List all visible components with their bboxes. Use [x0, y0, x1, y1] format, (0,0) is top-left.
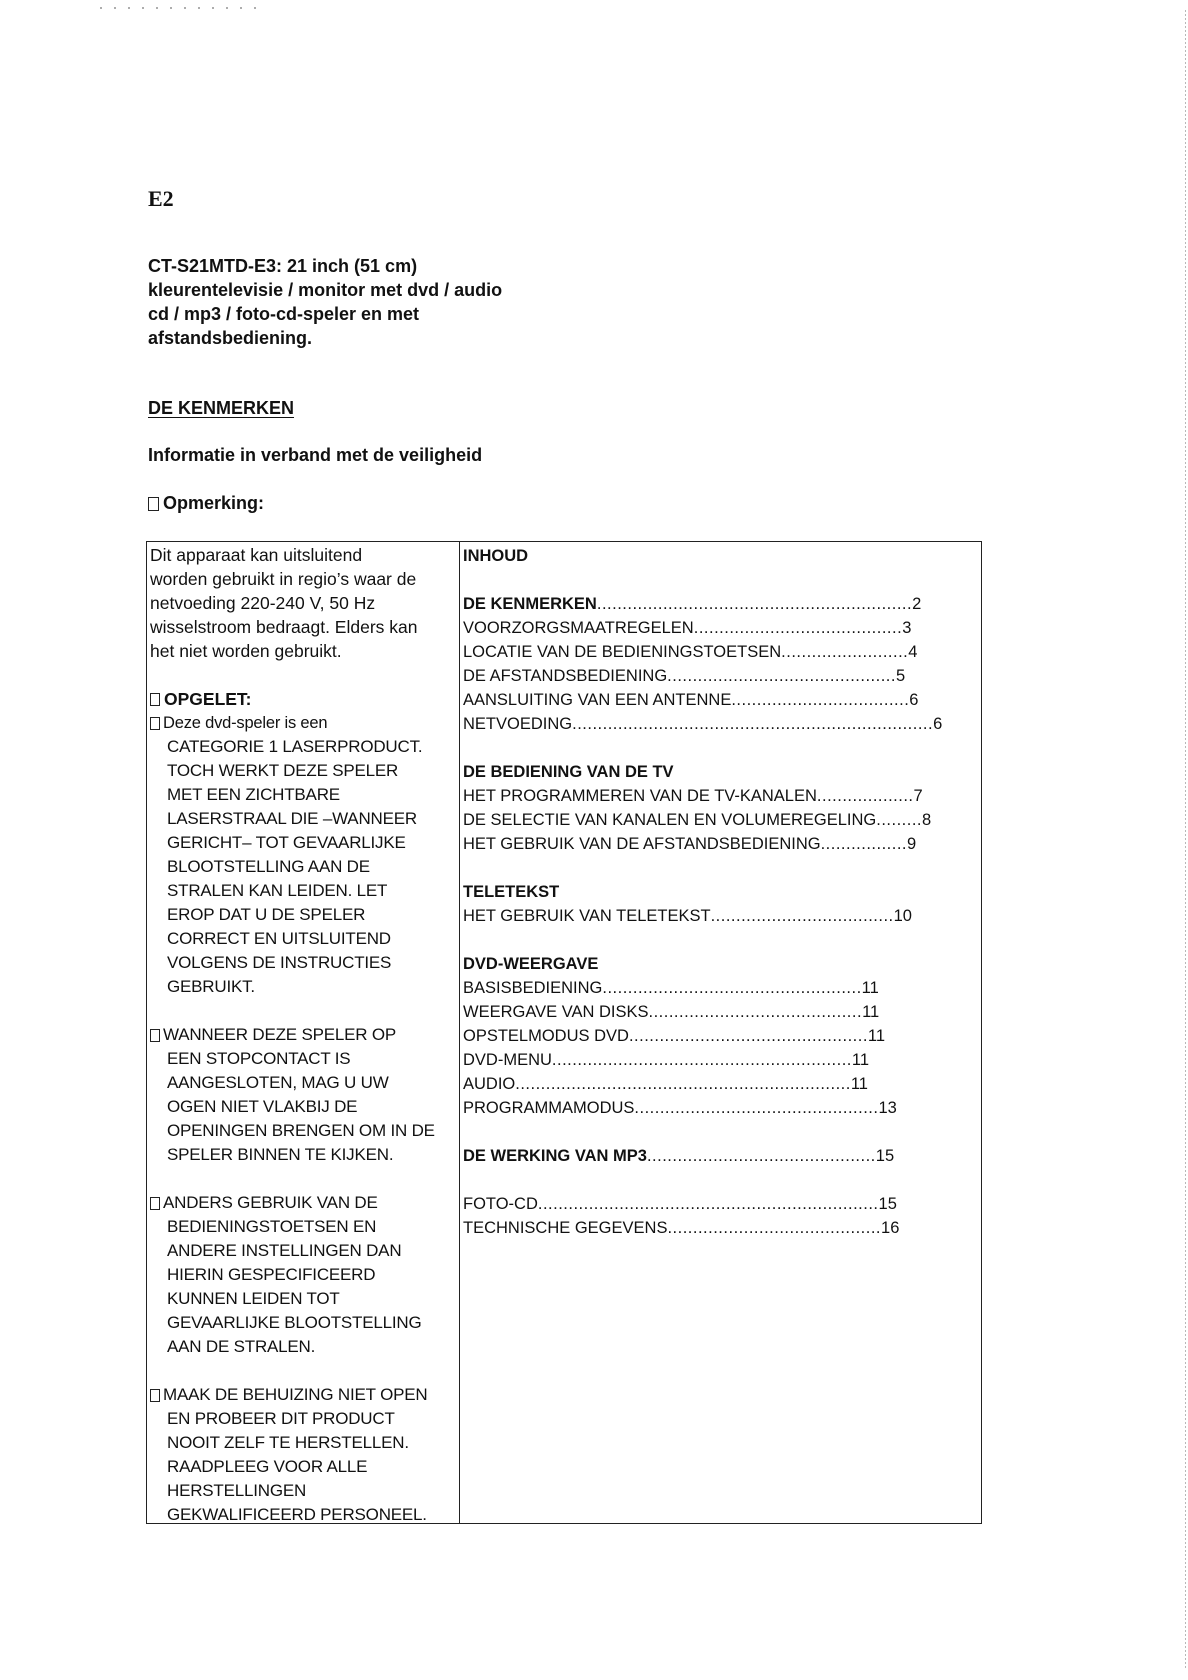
- toc-title: INHOUD: [463, 547, 529, 565]
- intro-line: Dit apparaat kan uitsluitend: [150, 545, 363, 565]
- warning-line: OPENINGEN BRENGEN OM IN DE: [167, 1121, 435, 1140]
- remark-label: [148, 493, 264, 514]
- toc-entry[interactable]: FOTO-CD ................................................................... 15: [463, 1195, 897, 1213]
- scan-artifact-top: [100, 7, 260, 9]
- warning-line: SPELER BINNEN TE KIJKEN.: [167, 1145, 394, 1164]
- toc-entry[interactable]: DE AFSTANDSBEDIENING ............................................. 5: [463, 667, 906, 685]
- toc-entry[interactable]: BASISBEDIENING ................................................... 11: [463, 979, 879, 997]
- warning-line: NOOIT ZELF TE HERSTELLEN.: [167, 1433, 409, 1452]
- intro-line: het niet worden gebruikt.: [150, 641, 342, 661]
- warning-line: RAADPLEEG VOOR ALLE: [167, 1457, 368, 1476]
- warning-line: BEDIENINGSTOETSEN EN: [167, 1217, 377, 1236]
- toc-entry[interactable]: HET GEBRUIK VAN TELETEKST .................................... 10: [463, 907, 912, 925]
- warning-line: EEN STOPCONTACT IS: [167, 1049, 351, 1068]
- product-title-line: CT-S21MTD-E3: 21 inch (51 cm): [148, 256, 418, 276]
- warning-line: ANDERE INSTELLINGEN DAN: [167, 1241, 402, 1260]
- warning-line: STRALEN KAN LEIDEN. LET: [167, 881, 388, 900]
- checkbox-glyph-icon: [148, 497, 159, 511]
- checkbox-glyph-icon: [150, 693, 160, 706]
- warning-line: TOCH WERKT DEZE SPELER: [167, 761, 399, 780]
- warning-line: LASERSTRAAL DIE –WANNEER: [167, 809, 417, 828]
- warning-line: BLOOTSTELLING AAN DE: [167, 857, 370, 876]
- warning-label: OPGELET:: [164, 689, 252, 709]
- warning-line: HIERIN GESPECIFICEERD: [167, 1265, 376, 1284]
- checkbox-glyph-icon: [150, 1029, 160, 1042]
- warning-line: KUNNEN LEIDEN TOT: [167, 1289, 340, 1308]
- warning-line: MAAK DE BEHUIZING NIET OPEN: [163, 1385, 428, 1404]
- toc-entry[interactable]: VOORZORGSMAATREGELEN ......................................... 3: [463, 619, 912, 637]
- product-title-line: kleurentelevisie / monitor met dvd / audio: [148, 280, 503, 300]
- intro-line: netvoeding 220-240 V, 50 Hz: [150, 593, 376, 613]
- warning-item: [150, 1191, 459, 1215]
- intro-paragraph: [150, 543, 459, 663]
- toc-entry[interactable]: DVD-MENU ........................................................... 11: [463, 1051, 870, 1069]
- safety-subheading: Informatie in verband met de veiligheid: [148, 445, 483, 465]
- warning-heading: [150, 687, 459, 711]
- warning-item: [150, 711, 459, 735]
- toc-entry[interactable]: AUDIO .................................................................. 11: [463, 1075, 868, 1093]
- warning-continuation: [150, 1407, 459, 1527]
- toc-entry[interactable]: PROGRAMMAMODUS ................................................ 13: [463, 1099, 897, 1117]
- toc-section-heading: DE BEDIENING VAN DE TV: [463, 763, 674, 781]
- toc-entry[interactable]: DE WERKING VAN MP3 ............................................. 15: [463, 1147, 895, 1165]
- warning-line: OGEN NIET VLAKBIJ DE: [167, 1097, 358, 1116]
- toc-entry[interactable]: DE KENMERKEN .............................................................. 2: [463, 595, 922, 613]
- toc-entry[interactable]: WEERGAVE VAN DISKS .......................................... 11: [463, 1003, 880, 1021]
- section-heading: DE KENMERKEN: [148, 398, 295, 418]
- warning-line: CORRECT EN UITSLUITEND: [167, 929, 391, 948]
- warning-item: [150, 1383, 459, 1407]
- warning-continuation: [150, 1215, 459, 1359]
- safety-column: [147, 542, 460, 1523]
- warning-line: HERSTELLINGEN: [167, 1481, 307, 1500]
- table-of-contents: [460, 542, 981, 1523]
- checkbox-glyph-icon: [150, 1197, 160, 1210]
- product-title: [148, 254, 568, 350]
- product-title-line: afstandsbediening.: [148, 328, 313, 348]
- warning-line: EN PROBEER DIT PRODUCT: [167, 1409, 395, 1428]
- toc-entry[interactable]: DE SELECTIE VAN KANALEN EN VOLUMEREGELING ......... 8: [463, 811, 932, 829]
- toc-entry[interactable]: NETVOEDING ....................................................................... 6: [463, 715, 943, 733]
- remark-text: Opmerking:: [163, 493, 265, 513]
- warning-line: GERICHT– TOT GEVAARLIJKE: [167, 833, 406, 852]
- warning-line: GEKWALIFICEERD PERSONEEL.: [167, 1505, 427, 1524]
- toc-entry[interactable]: HET GEBRUIK VAN DE AFSTANDSBEDIENING ................. 9: [463, 835, 917, 853]
- warning-line: VOLGENS DE INSTRUCTIES: [167, 953, 392, 972]
- scan-edge-right: [1185, 10, 1186, 1670]
- toc-entry[interactable]: TECHNISCHE GEGEVENS .......................................... 16: [463, 1219, 900, 1237]
- toc-entry[interactable]: LOCATIE VAN DE BEDIENINGSTOETSEN ......................... 4: [463, 643, 918, 661]
- intro-line: worden gebruikt in regio’s waar de: [150, 569, 417, 589]
- info-table: [146, 541, 982, 1524]
- warning-line: AANGESLOTEN, MAG U UW: [167, 1073, 389, 1092]
- warning-line: Deze dvd-speler is een: [163, 714, 328, 732]
- intro-line: wisselstroom bedraagt. Elders kan: [150, 617, 418, 637]
- checkbox-glyph-icon: [150, 1389, 160, 1402]
- page-code: E2: [148, 186, 174, 211]
- toc-entry[interactable]: HET PROGRAMMEREN VAN DE TV-KANALEN ................... 7: [463, 787, 923, 805]
- warning-line: GEBRUIKT.: [167, 977, 255, 996]
- warning-line: CATEGORIE 1 LASERPRODUCT.: [167, 737, 423, 756]
- warning-continuation: [150, 735, 459, 999]
- warning-line: GEVAARLIJKE BLOOTSTELLING: [167, 1313, 422, 1332]
- warning-line: EROP DAT U DE SPELER: [167, 905, 366, 924]
- product-title-line: cd / mp3 / foto-cd-speler en met: [148, 304, 420, 324]
- warning-continuation: [150, 1047, 459, 1167]
- warning-line: AAN DE STRALEN.: [167, 1337, 316, 1356]
- toc-section-heading: TELETEKST: [463, 883, 560, 901]
- warning-line: WANNEER DEZE SPELER OP: [163, 1025, 397, 1044]
- warning-line: MET EEN ZICHTBARE: [167, 785, 340, 804]
- toc-section-heading: DVD-WEERGAVE: [463, 955, 599, 973]
- warning-item: [150, 1023, 459, 1047]
- toc-entry[interactable]: OPSTELMODUS DVD ............................................... 11: [463, 1027, 886, 1045]
- checkbox-glyph-icon: [150, 717, 160, 730]
- toc-entry[interactable]: AANSLUITING VAN EEN ANTENNE ................................... 6: [463, 691, 919, 709]
- warning-line: ANDERS GEBRUIK VAN DE: [163, 1193, 378, 1212]
